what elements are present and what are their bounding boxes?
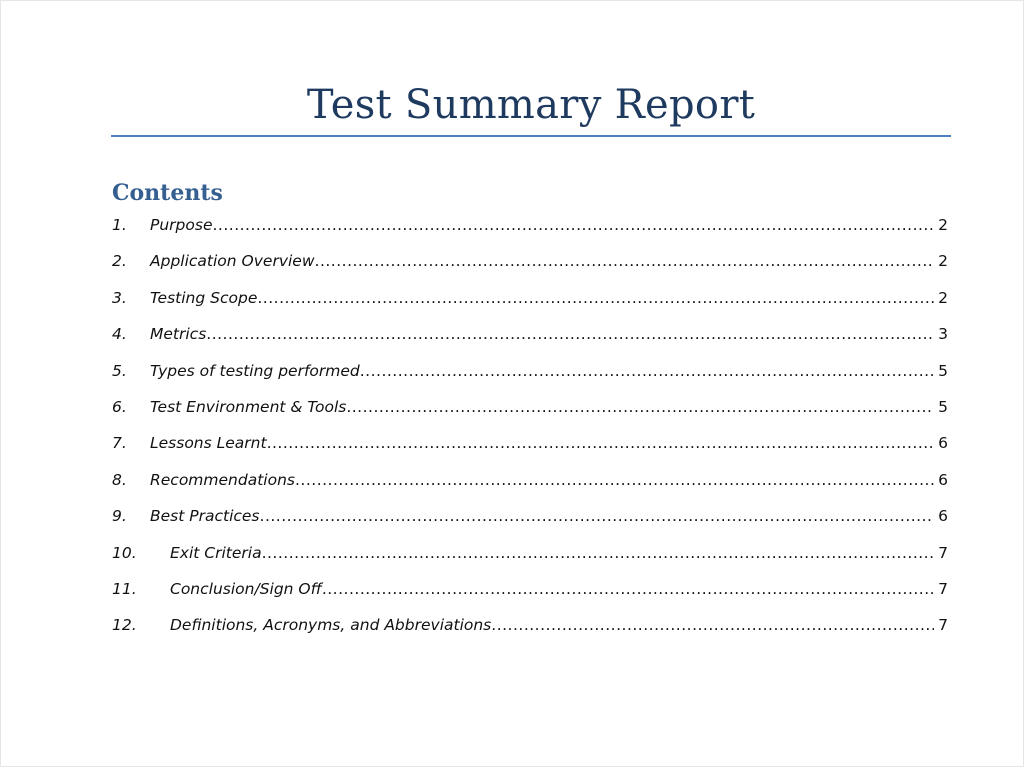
toc-entry-page: 6 bbox=[938, 470, 948, 489]
toc-entry-page: 7 bbox=[938, 579, 948, 598]
toc-dot-leader bbox=[322, 575, 934, 603]
toc-entry-number: 11. bbox=[112, 579, 137, 598]
toc-dot-leader bbox=[212, 211, 934, 239]
toc-entry-page: 5 bbox=[938, 397, 948, 416]
toc-entry-number: 2. bbox=[112, 252, 127, 271]
toc-entry-number: 4. bbox=[112, 325, 127, 344]
toc-entry-application-overview[interactable] bbox=[112, 247, 948, 283]
toc-entry-number: 12. bbox=[112, 616, 137, 635]
toc-entry-page: 6 bbox=[938, 507, 948, 526]
toc-entry-label: Lessons Learnt bbox=[150, 434, 267, 453]
toc-entry-recommendations[interactable] bbox=[112, 466, 948, 502]
toc-dot-leader bbox=[315, 247, 934, 275]
toc-entry-testing-scope[interactable] bbox=[112, 284, 948, 320]
toc-entry-test-environment[interactable] bbox=[112, 393, 948, 429]
toc-entry-number: 6. bbox=[112, 397, 127, 416]
toc-entry-number: 3. bbox=[112, 288, 127, 307]
toc-dot-leader bbox=[262, 539, 934, 567]
toc-entry-page: 2 bbox=[938, 216, 948, 234]
toc-entry-types-of-testing[interactable] bbox=[112, 357, 948, 393]
toc-dot-leader bbox=[346, 393, 934, 421]
toc-entry-page: 2 bbox=[938, 288, 948, 307]
toc-entry-label: Definitions, Acronyms, and Abbreviations bbox=[170, 616, 492, 635]
toc-entry-conclusion-sign-off[interactable] bbox=[112, 575, 948, 611]
toc-dot-leader bbox=[267, 429, 934, 457]
toc-entry-label: Purpose bbox=[150, 216, 213, 234]
toc-entry-label: Types of testing performed bbox=[150, 361, 360, 380]
toc-entry-label: Metrics bbox=[150, 325, 207, 344]
toc-entry-page: 3 bbox=[938, 325, 948, 344]
toc-entry-page: 7 bbox=[938, 543, 948, 562]
toc-entry-number: 1. bbox=[112, 216, 127, 234]
toc-dot-leader bbox=[257, 284, 934, 312]
toc-entry-number: 10. bbox=[112, 543, 137, 562]
toc-entry-best-practices[interactable] bbox=[112, 502, 948, 538]
toc-dot-leader bbox=[295, 466, 934, 494]
toc-entry-label: Exit Criteria bbox=[170, 543, 262, 562]
toc-entry-exit-criteria[interactable] bbox=[112, 539, 948, 575]
toc-entry-label: Best Practices bbox=[150, 507, 260, 526]
toc-entry-number: 7. bbox=[112, 434, 127, 453]
toc-entry-number: 8. bbox=[112, 470, 127, 489]
toc-entry-page: 6 bbox=[938, 434, 948, 453]
toc-entry-page: 7 bbox=[938, 616, 948, 635]
toc-entry-label: Testing Scope bbox=[150, 288, 258, 307]
toc-entry-metrics[interactable] bbox=[112, 320, 948, 356]
toc-entry-page: 5 bbox=[938, 361, 948, 380]
toc-entry-label: Application Overview bbox=[150, 252, 315, 271]
toc-dot-leader bbox=[206, 320, 934, 348]
title-divider bbox=[111, 135, 951, 137]
toc-entry-purpose[interactable] bbox=[112, 211, 948, 247]
toc-dot-leader bbox=[360, 357, 934, 385]
toc-entry-page: 2 bbox=[938, 252, 948, 271]
table-of-contents bbox=[112, 211, 948, 648]
toc-entry-label: Test Environment & Tools bbox=[150, 397, 347, 416]
toc-entry-definitions[interactable] bbox=[112, 611, 948, 647]
toc-entry-label: Recommendations bbox=[150, 470, 295, 489]
toc-entry-number: 5. bbox=[112, 361, 127, 380]
toc-entry-label: Conclusion/Sign Off bbox=[170, 579, 322, 598]
contents-heading: Contents bbox=[112, 180, 223, 206]
toc-dot-leader bbox=[491, 611, 934, 639]
toc-entry-lessons-learnt[interactable] bbox=[112, 429, 948, 465]
document-title: Test Summary Report bbox=[306, 82, 756, 128]
toc-entry-number: 9. bbox=[112, 507, 127, 526]
toc-dot-leader bbox=[260, 502, 934, 530]
